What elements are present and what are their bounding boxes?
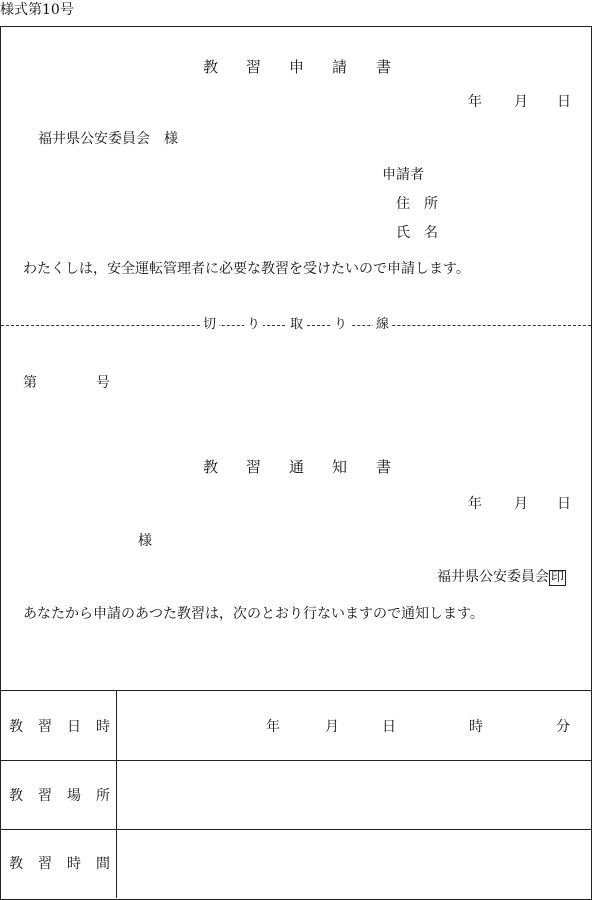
date-day-label: 日 (557, 94, 571, 110)
form-number: 様式第10号 (0, 2, 74, 18)
cut-line-char: 線 (373, 318, 392, 331)
date-year-label: 年 (468, 496, 482, 512)
cut-line-char: り (331, 318, 350, 331)
applicant-label: 申請者 (382, 167, 424, 183)
cut-line-char: 切 (200, 318, 219, 331)
title-char: 習 (246, 458, 262, 476)
date-day-label: 日 (557, 496, 571, 512)
title-char: 書 (376, 458, 392, 476)
title-char: 教 (203, 58, 219, 76)
title-char: 請 (332, 58, 348, 76)
title-char: 習 (246, 58, 262, 76)
duration-value-cell[interactable] (118, 831, 590, 897)
title-char: 知 (332, 458, 348, 476)
table-row-divider (1, 760, 591, 761)
notice-body-text: あなたから申請のあつた教習は，次のとおり行ないますので通知します。 (23, 606, 484, 622)
unit-hour: 時 (469, 719, 483, 735)
issuer (437, 570, 566, 586)
title-char: 教 (203, 458, 219, 476)
title-char: 通 (289, 458, 305, 476)
table-top-border (1, 690, 591, 691)
notice-addressee-suffix: 様 (138, 533, 152, 549)
unit-day: 日 (382, 719, 396, 735)
unit-month: 月 (325, 719, 339, 735)
table-row-divider (1, 829, 591, 830)
date-month-label: 月 (514, 94, 528, 110)
seal-mark: 印 (551, 570, 565, 585)
table-column-divider (116, 690, 117, 898)
title-char: 申 (289, 58, 305, 76)
title-char: 書 (376, 58, 392, 76)
issuer-name: 福井県公安委員会 (437, 569, 549, 585)
unit-year: 年 (266, 719, 280, 735)
application-body-text: わたくしは，安全運転管理者に必要な教習を受けたいので申請します。 (23, 261, 470, 277)
cut-line-char: り (244, 318, 263, 331)
place-value-cell[interactable] (118, 762, 590, 828)
unit-minute: 分 (556, 719, 570, 735)
date-month-label: 月 (514, 496, 528, 512)
date-year-label: 年 (468, 94, 482, 110)
cut-line-char: 取 (287, 318, 306, 331)
addressee: 福井県公安委員会 様 (38, 131, 178, 147)
